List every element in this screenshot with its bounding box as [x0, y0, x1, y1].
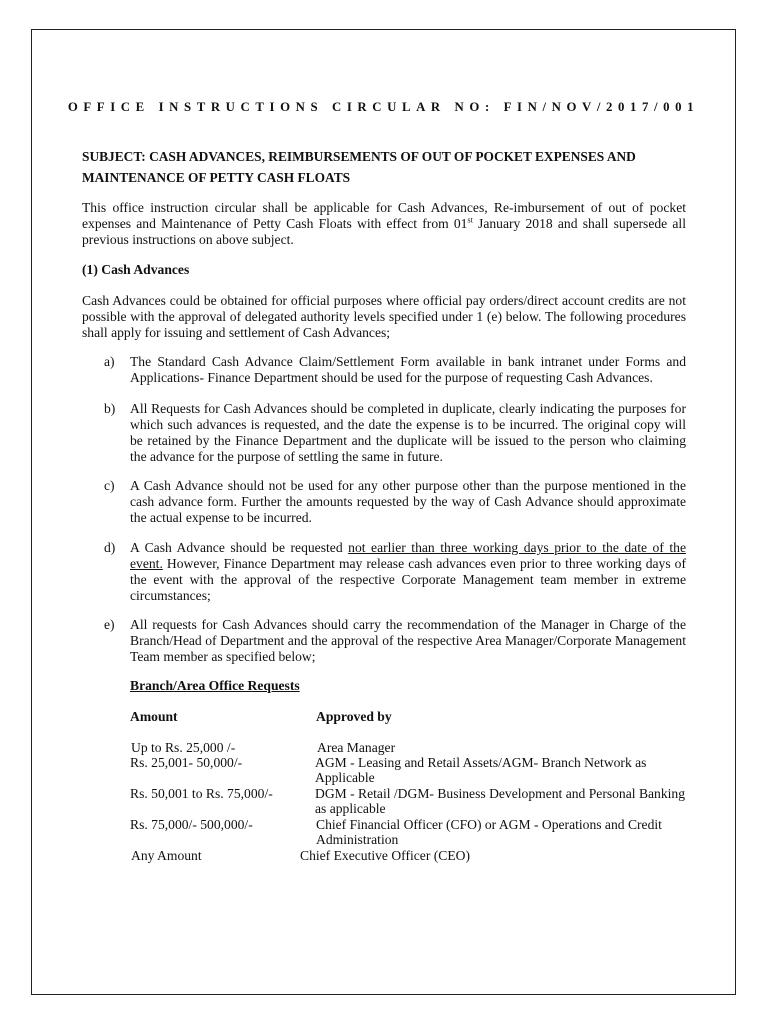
intro-superscript: st	[467, 215, 473, 225]
table-cell-amount: Rs. 50,001 to Rs. 75,000/-	[130, 786, 273, 801]
list-label: d)	[104, 540, 116, 555]
list-text-underlined: not earlier than three working days prior to the date of the event.	[130, 540, 687, 571]
table-cell-amount: Up to Rs. 25,000 /-	[131, 740, 236, 755]
column-header-amount: Amount	[130, 709, 178, 724]
intro-text-2: January 2018 and shall supersede all previous instructions on above subject.	[82, 216, 686, 247]
circular-title: OFFICE INSTRUCTIONS CIRCULAR NO: FIN/NOV/2017/001	[67, 100, 700, 114]
list-item-b	[82, 401, 686, 465]
table-cell-amount: Any Amount	[131, 848, 202, 863]
list-text: A Cash Advance should not be used for any other purpose other than the purpose mentioned in the cash advance form. Further the amounts requested by the way of Cash Advance should approximate the actual expense to be incurred.	[130, 478, 686, 525]
list-text: The Standard Cash Advance Claim/Settlement Form available in bank intranet under Forms and Applications- Finance Department should be used for the purpose of requesting Cash Advances.	[130, 354, 686, 385]
table-cell-approver: DGM - Retail /DGM- Business Development and Personal Banking as applicable	[315, 786, 686, 816]
list-text: All requests for Cash Advances should carry the recommendation of the Manager in Charge of the Branch/Head of Department and the approval of the respective Area Manager/Corporate Management Team member as specified below;	[130, 617, 686, 664]
table-cell-approver: Chief Executive Officer (CEO)	[300, 848, 470, 863]
table-cell-approver: Area Manager	[317, 740, 396, 755]
table-subheading: Branch/Area Office Requests	[130, 678, 300, 693]
intro-paragraph	[82, 200, 686, 248]
table-cell-approver: Chief Financial Officer (CFO) or AGM - Operations and Credit Administration	[316, 817, 662, 847]
list-label: a)	[104, 354, 115, 369]
list-label: c)	[104, 478, 115, 493]
approver-text: AGM - Leasing and Retail Assets/AGM- Branch Network as Applicable	[315, 755, 647, 785]
list-item-d	[82, 540, 686, 604]
table-cell-amount: Rs. 25,001- 50,000/-	[130, 755, 243, 770]
section1-body: Cash Advances could be obtained for official purposes where official pay orders/direct account credits are not possible with the approval of delegated authority levels specified under 1 (e) below. The following procedures shall apply for issuing and settlement of Cash Advances;	[82, 293, 686, 340]
table-cell-amount: Rs. 75,000/- 500,000/-	[130, 817, 253, 832]
table-cell-approver	[313, 755, 690, 785]
subject-line: SUBJECT: CASH ADVANCES, REIMBURSEMENTS OF OUT OF POCKET EXPENSES AND MAINTENANCE OF PETTY CASH FLOATS	[82, 149, 636, 185]
list-text-after: However, Finance Department may release cash advances even prior to three working days of the event with the approval of the respective Corporate Management team member in extreme circumstances;	[130, 556, 686, 603]
section-heading-cash-advances: (1) Cash Advances	[82, 262, 190, 277]
list-text-before: A Cash Advance should be requested	[130, 540, 349, 555]
list-item-a	[82, 354, 686, 386]
list-text	[130, 540, 686, 604]
intro-text-1: This office instruction circular shall be applicable for Cash Advances, Re-imbursement of out of pocket expenses and Maintenance of Petty Cash Floats with effect from 01	[82, 200, 686, 231]
list-label: b)	[104, 401, 116, 416]
list-item-e	[82, 617, 686, 665]
column-header-approved-by: Approved by	[316, 709, 392, 724]
list-item-c	[82, 478, 686, 526]
list-text: All Requests for Cash Advances should be completed in duplicate, clearly indicating the purposes for which such advances is requested, and the date the expense is to be incurred. The original copy will be retained by the Finance Department and the duplicate will be issued to the person who claiming the advance for the purpose of settling the same in future.	[130, 401, 686, 464]
list-label: e)	[104, 617, 115, 632]
